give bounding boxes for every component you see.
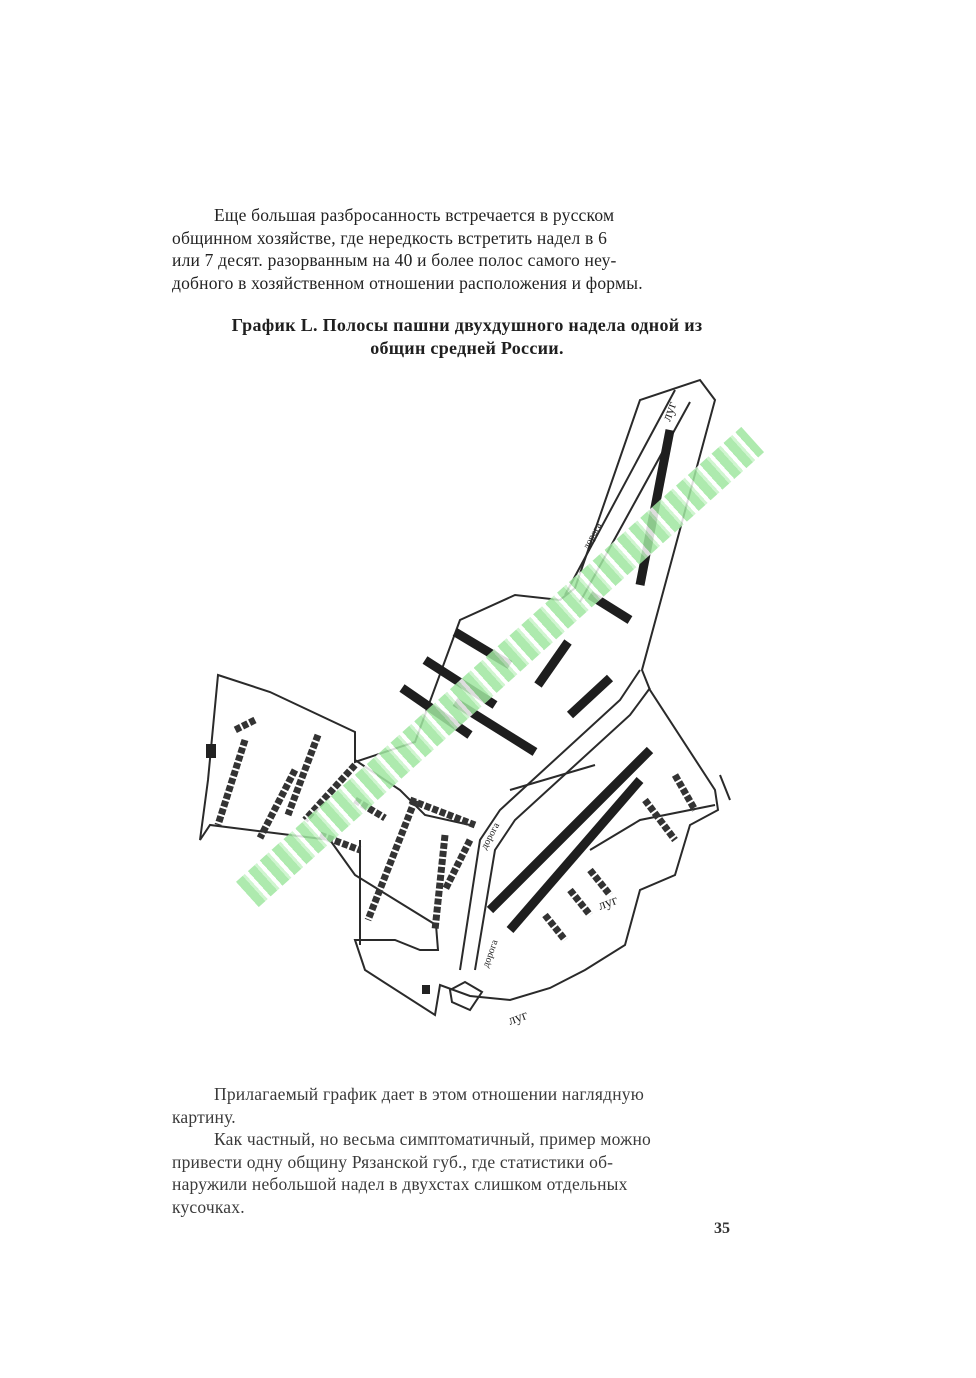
closing-line-1: Прилагаемый график дает в этом отношении наглядную — [214, 1084, 644, 1104]
strip — [570, 678, 610, 715]
closing-paragraph — [172, 1083, 762, 1218]
strip — [368, 800, 415, 920]
strip — [445, 840, 470, 890]
road-label-mid: дорога — [478, 820, 503, 852]
meadow-label-bottom: луг — [506, 1007, 530, 1029]
caption-line-1: График L. Полосы пашни двухдушного надела одной из — [231, 315, 703, 335]
intro-paragraph — [172, 204, 762, 294]
strip — [590, 870, 610, 895]
closing-line-2: картину. — [172, 1106, 236, 1127]
strip — [645, 800, 675, 840]
building-marker — [422, 985, 430, 994]
caption-line-2: общин средней России. — [370, 338, 564, 358]
page-number: 35 — [714, 1220, 730, 1237]
meadow-label-right: луг — [596, 892, 620, 914]
strip — [218, 740, 245, 825]
closing-line-4: привести одну общину Рязанской губ., где статистики об- — [172, 1151, 614, 1172]
building-marker — [206, 744, 216, 758]
closing-line-6: кусочках. — [172, 1196, 245, 1217]
intro-line-3: или 7 десят. разорванным на 40 и более полос самого неу- — [172, 250, 617, 270]
road-label-top: дорога — [580, 520, 605, 552]
field-divider-5 — [720, 775, 730, 800]
strip — [570, 890, 590, 915]
intro-line-2: общинном хозяйстве, где нередкость встретить надел в 6 — [172, 227, 608, 248]
intro-line-1: Еще большая разбросанность встречается в русском — [214, 205, 615, 225]
meadow-label-top: луг — [659, 399, 681, 424]
strip — [675, 775, 695, 810]
strip — [235, 720, 255, 730]
strip — [435, 835, 445, 930]
strip — [545, 915, 565, 940]
closing-line-5: наружили небольшой надел в двухстах слишком отдельных — [172, 1174, 628, 1194]
road-label-bottom: дорога — [480, 938, 501, 970]
intro-line-4: добного в хозяйственном отношении расположения и формы. — [172, 272, 643, 293]
strip — [510, 780, 640, 930]
strip — [410, 800, 475, 825]
strip — [490, 750, 650, 910]
figure-caption — [172, 314, 762, 360]
closing-line-3: Как частный, но весьма симптоматичный, пример можно — [214, 1129, 651, 1149]
